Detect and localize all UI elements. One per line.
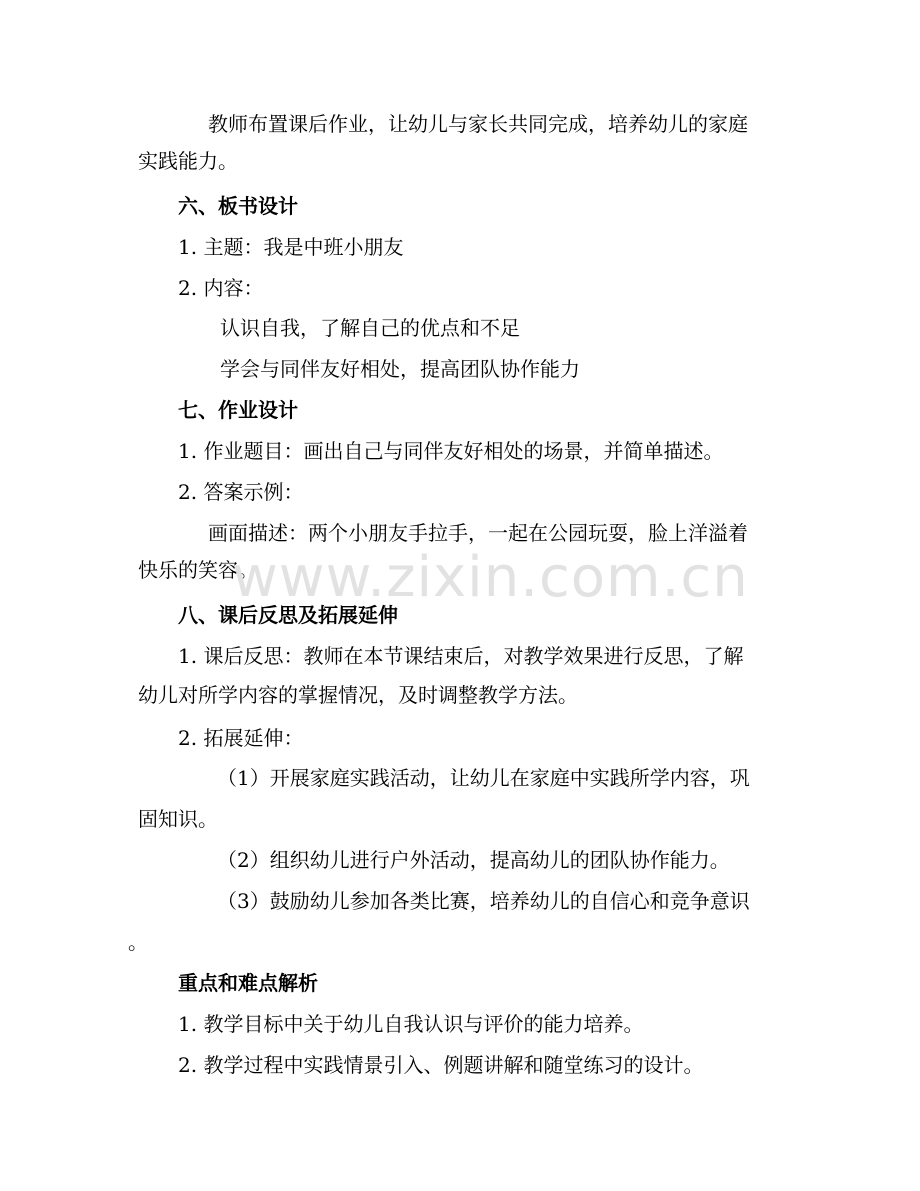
extension-item-1-line1: （1）开展家庭实践活动，让幼儿在家庭中实践所学内容，巩: [217, 766, 750, 790]
watermark-text: www.zixin.com.cn: [232, 545, 749, 610]
paragraph-homework-line1: 教师布置课后作业，让幼儿与家长共同完成，培养幼儿的家庭: [208, 112, 748, 136]
list-item-answer-example: 2. 答案示例：: [178, 480, 304, 504]
section-heading-board-design: 六、板书设计: [178, 194, 298, 218]
paragraph-homework-line2: 实践能力。: [138, 149, 238, 173]
list-item-key-point-1: 1. 教学目标中关于幼儿自我认识与评价的能力培养。: [178, 1012, 644, 1036]
extension-item-1-line2: 固知识。: [138, 807, 218, 831]
content-line-teamwork: 学会与同伴友好相处，提高团队协作能力: [220, 357, 580, 381]
section-heading-key-points: 重点和难点解析: [178, 971, 318, 995]
list-item-reflection-line2: 幼儿对所学内容的掌握情况，及时调整教学方法。: [138, 683, 578, 707]
list-item-reflection-line1: 1. 课后反思：教师在本节课结束后，对教学效果进行反思，了解: [178, 644, 744, 668]
extension-item-3-line2: 。: [128, 930, 148, 954]
section-heading-homework-design: 七、作业设计: [178, 398, 298, 422]
list-item-theme: 1. 主题：我是中班小朋友: [178, 235, 404, 259]
content-line-self-awareness: 认识自我，了解自己的优点和不足: [220, 316, 520, 340]
extension-item-2: （2）组织幼儿进行户外活动，提高幼儿的团队协作能力。: [217, 848, 730, 872]
extension-item-3-line1: （3）鼓励幼儿参加各类比赛，培养幼儿的自信心和竞争意识: [217, 889, 750, 913]
list-item-extension: 2. 拓展延伸：: [178, 726, 304, 750]
list-item-content: 2. 内容：: [178, 276, 264, 300]
list-item-key-point-2: 2. 教学过程中实践情景引入、例题讲解和随堂练习的设计。: [178, 1053, 704, 1077]
section-heading-reflection: 八、课后反思及拓展延伸: [178, 603, 398, 627]
list-item-homework-topic: 1. 作业题目：画出自己与同伴友好相处的场景，并简单描述。: [178, 439, 724, 463]
answer-description-line2: 快乐的笑容。: [138, 558, 258, 582]
answer-description-line1: 画面描述：两个小朋友手拉手，一起在公园玩耍，脸上洋溢着: [208, 521, 748, 545]
